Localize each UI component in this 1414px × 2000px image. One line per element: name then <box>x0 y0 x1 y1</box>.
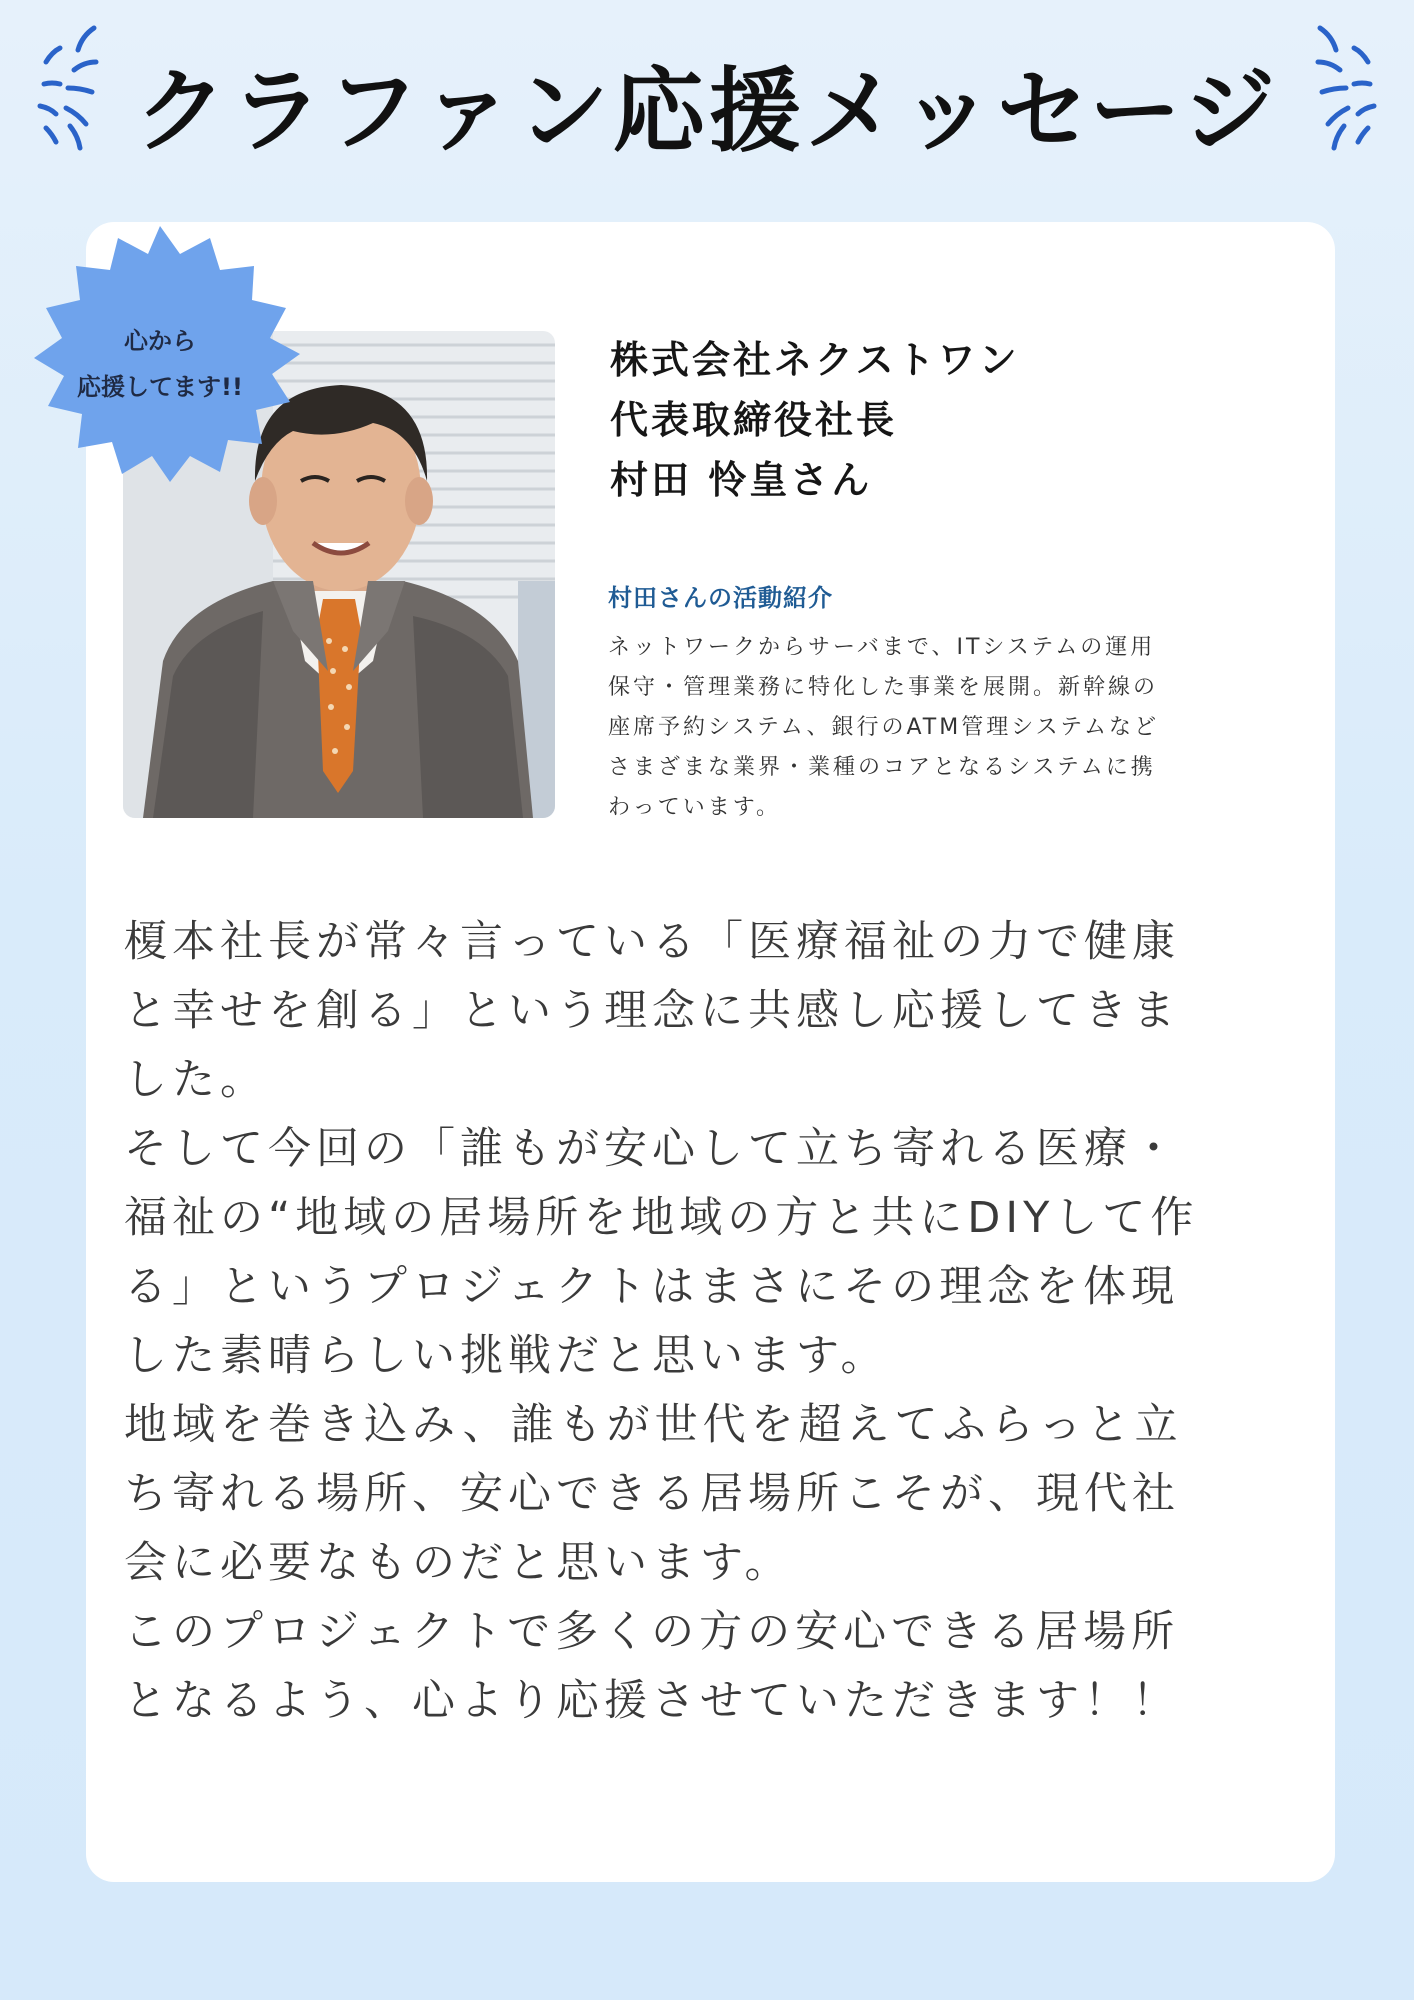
message-line: このプロジェクトで多くの方の安心できる居場所 <box>124 1607 1180 1657</box>
person-position: 代表取締役社長 <box>610 398 898 442</box>
activity-line: さまざまな業界・業種のコアとなるシステムに携 <box>608 755 1156 780</box>
support-badge <box>0 220 320 488</box>
activity-line: 保守・管理業務に特化した事業を展開。新幹線の <box>608 675 1159 700</box>
activity-line: 座席予約システム、銀行のATM管理システムなど <box>608 715 1160 740</box>
activity-line: ネットワークからサーバまで、ITシステムの運用 <box>608 635 1156 660</box>
message-line: した。 <box>124 1055 268 1105</box>
activity-description <box>608 628 1288 828</box>
message-line: る」というプロジェクトはまさにその理念を体現 <box>124 1262 1180 1312</box>
message-line: した素晴らしい挑戦だと思います。 <box>124 1331 889 1381</box>
message-line: 会に必要なものだと思います。 <box>124 1538 793 1588</box>
message-line: 福祉の“地域の居場所を地域の方と共にDIYして作 <box>124 1193 1199 1243</box>
company-name: 株式会社ネクストワン <box>610 338 1020 382</box>
badge-line-1: 心から <box>124 327 196 355</box>
message-line: ち寄れる場所、安心できる居場所こそが、現代社 <box>124 1469 1180 1519</box>
message-line: となるよう、心より応援させていただきます！！ <box>124 1676 1180 1726</box>
person-name: 村田 怜皇さん <box>610 458 873 502</box>
message-line: と幸せを創る」という理念に共感し応援してきま <box>124 986 1180 1036</box>
page-title: クラファン応援メッセージ <box>134 58 1280 165</box>
activity-heading: 村田さんの活動紹介 <box>608 584 833 612</box>
message-line: 地域を巻き込み、誰もが世代を超えてふらっと立 <box>124 1400 1183 1450</box>
badge-line-2: 応援してます!! <box>77 373 243 401</box>
support-message <box>124 908 1304 1736</box>
message-line: そして今回の「誰もが安心して立ち寄れる医療・ <box>124 1124 1180 1174</box>
message-line: 榎本社長が常々言っている「医療福祉の力で健康 <box>124 917 1180 967</box>
activity-line: わっています。 <box>608 795 782 820</box>
person-info <box>610 330 1290 510</box>
